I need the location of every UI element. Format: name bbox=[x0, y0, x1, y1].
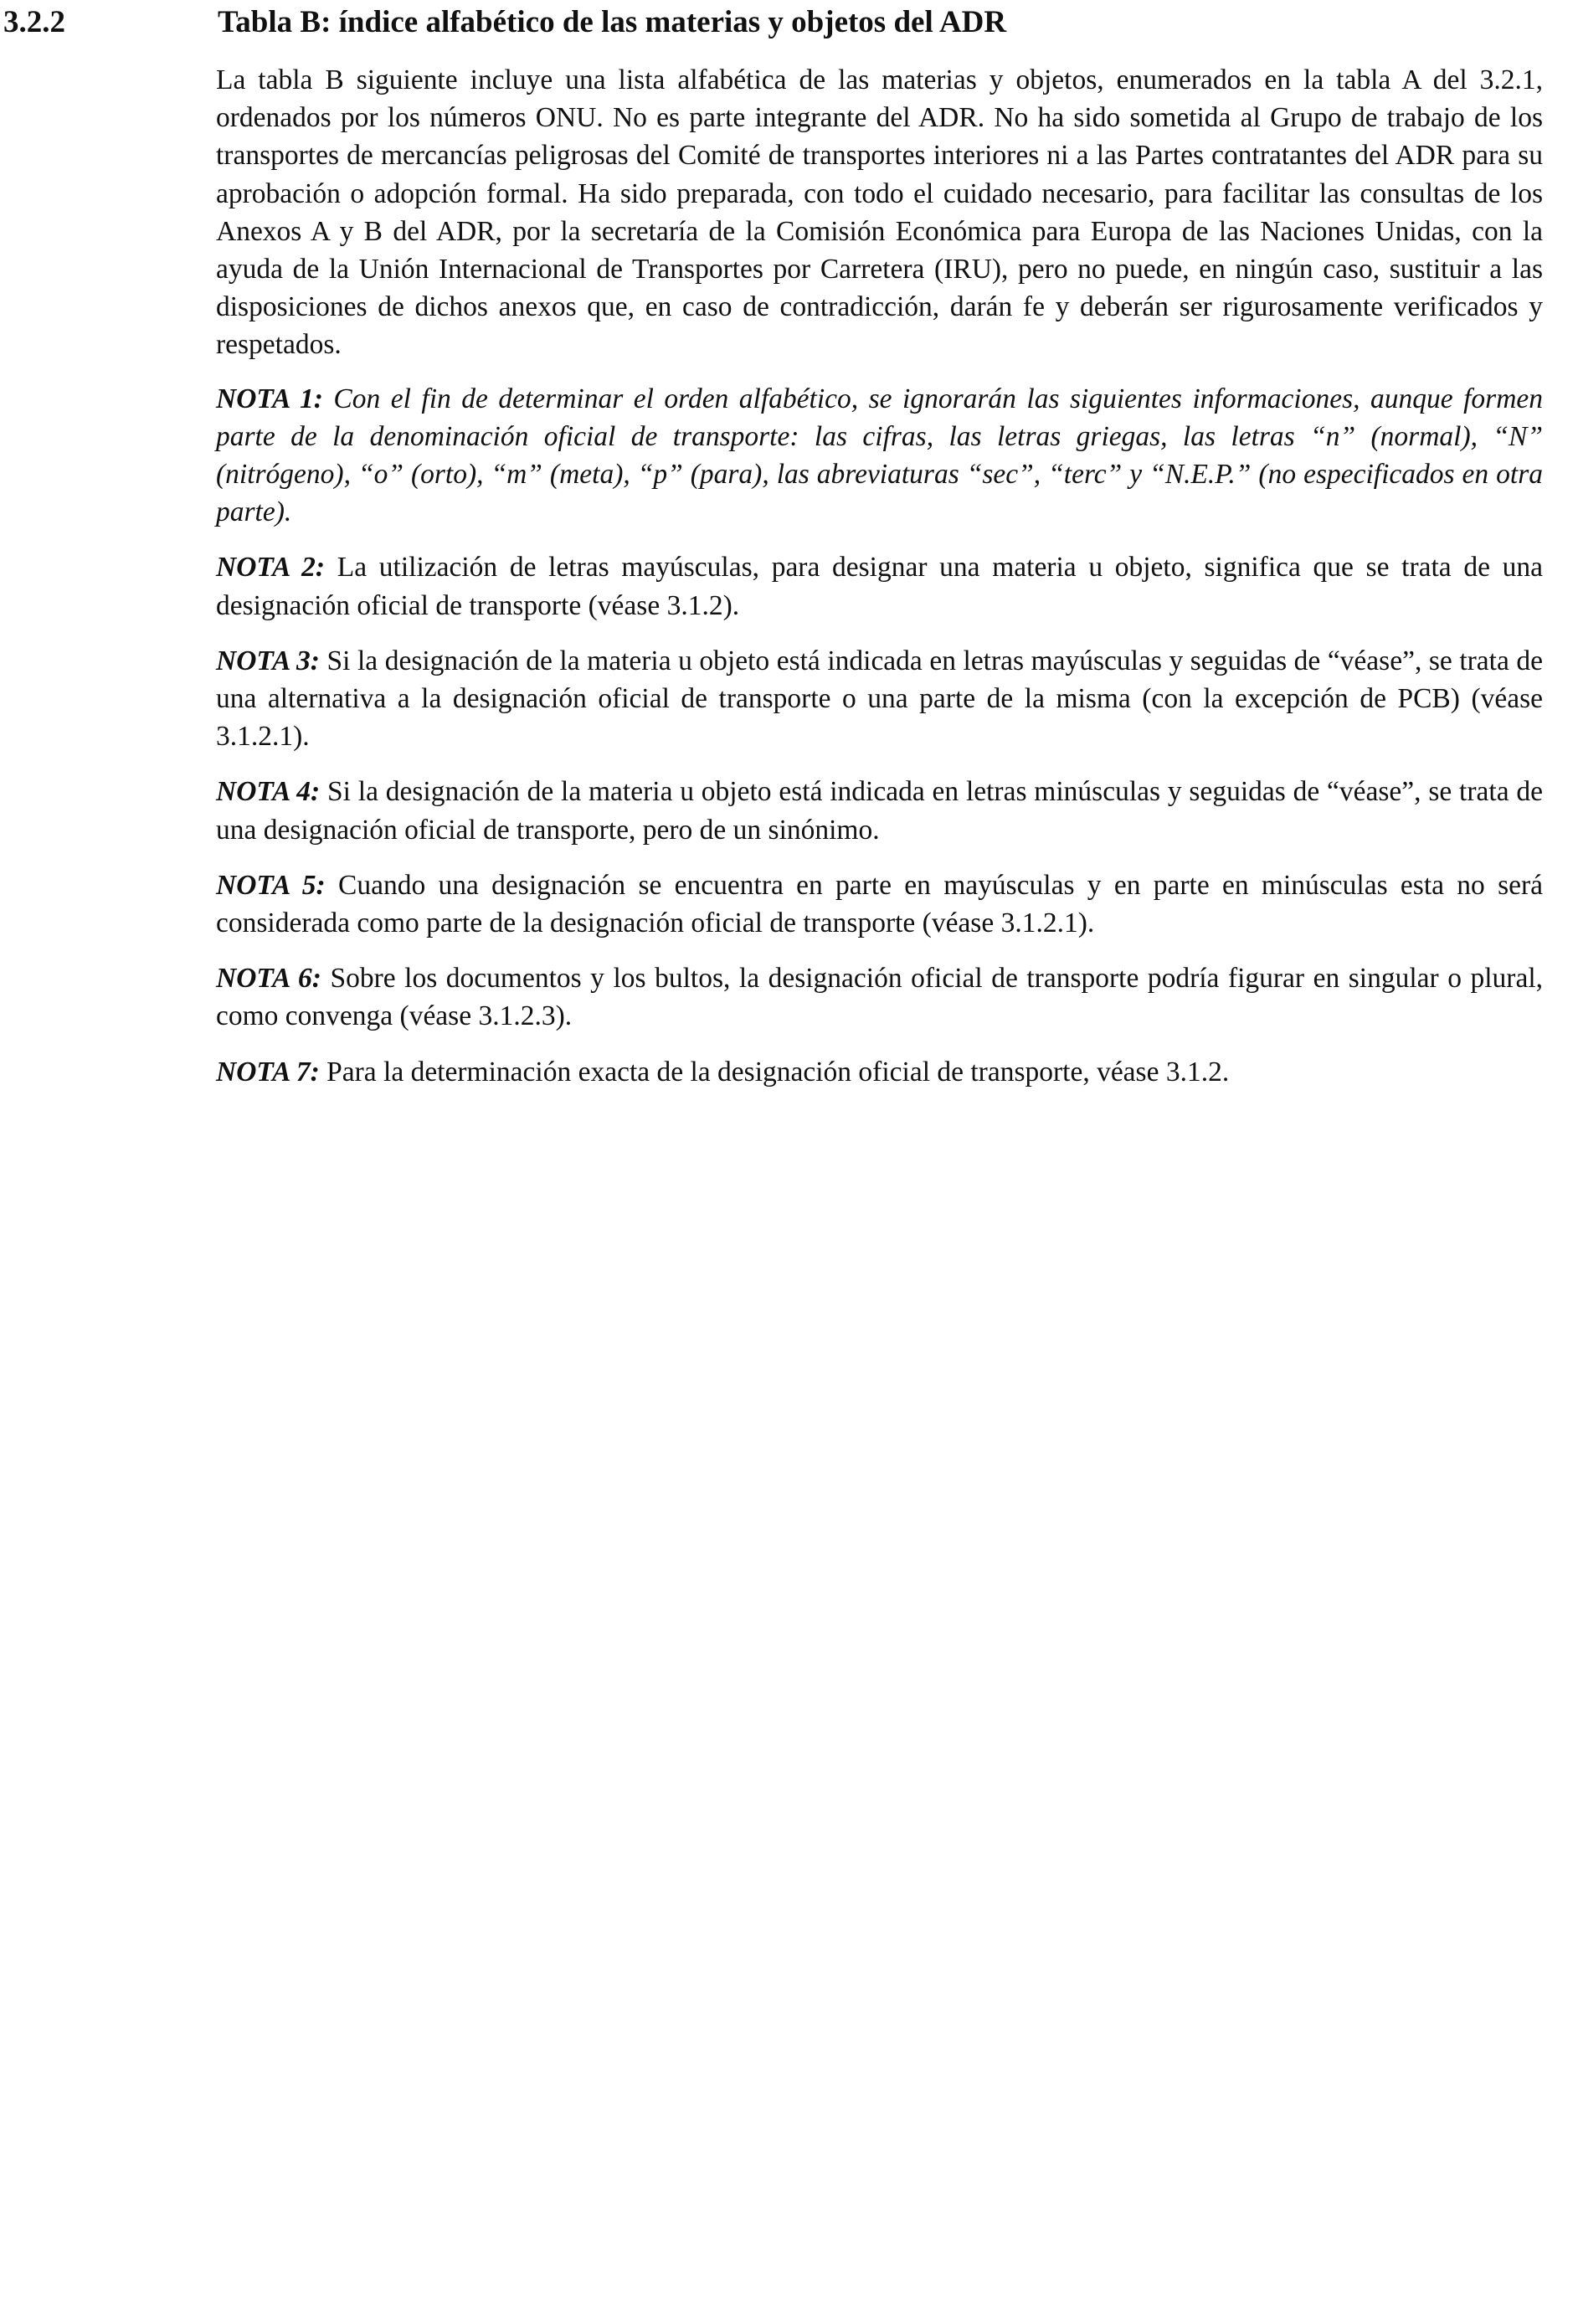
note-2 bbox=[216, 548, 1543, 624]
note-5-text: Cuando una designación se encuentra en parte en mayúsculas y en parte en minúsculas esta no será considerada como parte de la designación oficial de transporte (véase 3.1.2.1). bbox=[216, 869, 1544, 939]
document-body bbox=[216, 61, 1543, 1108]
note-4 bbox=[216, 773, 1543, 848]
note-4-label: NOTA 4: bbox=[216, 776, 321, 808]
note-2-label: NOTA 2: bbox=[216, 552, 326, 584]
note-5-label: NOTA 5: bbox=[216, 869, 326, 901]
note-4-text: Si la designación de la materia u objeto está indicada en letras minúsculas y seguidas de “véase”, se trata de una designación oficial de transporte, pero de un sinónimo. bbox=[216, 776, 1543, 846]
note-7-label: NOTA 7: bbox=[216, 1056, 320, 1087]
note-7-text: Para la determinación exacta de la designación oficial de transporte, véase 3.1.2. bbox=[326, 1056, 1230, 1087]
note-3-text: Si la designación de la materia u objeto está indicada en letras mayúsculas y seguidas de “véase”, se trata de una alternativa a la designación oficial de transporte o una parte de la misma (con la excepción de PCB) (véase 3.1.2.1). bbox=[216, 645, 1543, 753]
section-number: 3.2.2 bbox=[3, 5, 65, 39]
note-3 bbox=[216, 642, 1543, 756]
note-1-label: NOTA 1: bbox=[216, 383, 323, 414]
note-1-text: Con el fin de determinar el orden alfabético, se ignorarán las siguientes informaciones, aunque formen parte de la denominación oficial de transporte: las cifras, las letras griegas, las letras “n” (normal), “N” (nitrógeno), “o” (orto), “m” (meta), “p” (para), las abreviaturas “sec”, “terc” y “N.E.P.” (no especificados en otra parte). bbox=[216, 383, 1544, 528]
note-5 bbox=[216, 866, 1543, 942]
note-3-label: NOTA 3: bbox=[216, 645, 320, 676]
note-7 bbox=[216, 1053, 1543, 1091]
note-1 bbox=[216, 380, 1543, 532]
note-2-text: La utilización de letras mayúsculas, para designar una materia u objeto, significa que se trata de una designación oficial de transporte (véase 3.1.2). bbox=[216, 552, 1544, 621]
note-6-text: Sobre los documentos y los bultos, la designación oficial de transporte podría figurar en singular o plural, como convenga (véase 3.1.2.3). bbox=[216, 963, 1544, 1032]
intro-paragraph: La tabla B siguiente incluye una lista alfabética de las materias y objetos, enumerados en la tabla A del 3.2.1, ordenados por los números ONU. No es parte integrante del ADR. No ha sido sometida al Grupo de trabajo de los transportes de mercancías peligrosas del Comité de transportes interiores ni a las Partes contratantes del ADR para su aprobación o adopción formal. Ha sido preparada, con todo el cuidado necesario, para facilitar las consultas de los Anexos A y B del ADR, por la secretaría de la Comisión Económica para Europa de las Naciones Unidas, con la ayuda de la Unión Internacional de Transportes por Carretera (IRU), pero no puede, en ningún caso, sustituir a las disposiciones de dichos anexos que, en caso de contradicción, darán fe y deberán ser rigurosamente verificados y respetados. bbox=[216, 64, 1543, 361]
note-6-label: NOTA 6: bbox=[216, 963, 321, 995]
section-title: Tabla B: índice alfabético de las materias y objetos del ADR bbox=[218, 5, 1007, 39]
note-6 bbox=[216, 959, 1543, 1035]
